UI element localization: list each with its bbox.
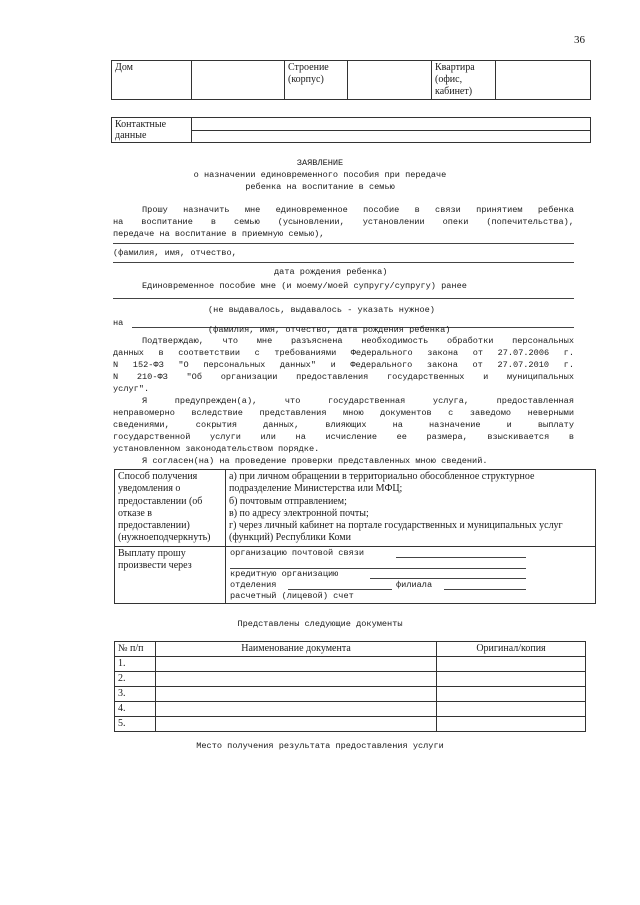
p4-line-5: установленном законодательством порядке. [113, 444, 320, 454]
notify-method-label: Способ получения уведомления о предоставлении (об отказе в предоставлении) (нужноеподчеркнуть) [115, 470, 226, 547]
payout-branch-label: отделения [230, 579, 277, 590]
row-name [156, 717, 437, 732]
p4-line-2: неправомерно вследствие представления мною документов с заведомо неверными [113, 408, 574, 418]
payout-bank-line [370, 578, 526, 579]
statement-subtitle-1: о назначении единовременного пособия при передаче [193, 170, 447, 180]
table-row [115, 717, 586, 732]
p1-line-1: Прошу назначить мне единовременное пособие в связи принятием ребенка [142, 205, 574, 215]
col-orig-header: Оригинал/копия [437, 642, 586, 657]
table-row [115, 702, 586, 717]
statement-subtitle-2: ребенка на воспитание в семью [245, 182, 395, 192]
payout-account-label: расчетный (лицевой) счет [230, 590, 354, 601]
result-place: Место получения результата предоставления услуги [196, 741, 444, 751]
payout-post-label: организацию почтовой связи [230, 547, 365, 558]
row-num: 1. [115, 657, 156, 672]
p3-line-3: N 152-ФЗ "О персональных данных" и Федерального закона от 27.07.2010 г. [113, 360, 574, 370]
na-label: на [113, 318, 124, 328]
notify-options [226, 470, 596, 547]
address-table [111, 60, 591, 100]
col-name-header: Наименование документа [156, 642, 437, 657]
page-number: 36 [574, 34, 585, 46]
p4-line-4: государственной услуги или на исчисление ее размера, взыскивается в [113, 432, 574, 442]
notify-option-b: б) почтовым отправлением; [229, 495, 347, 507]
birth-fill-line [113, 262, 574, 263]
p5-text: Я согласен(на) на проведение проверки представленных мною сведений. [142, 456, 488, 466]
building-label: Строение (корпус) [285, 61, 348, 100]
row-orig [437, 672, 586, 687]
row-num: 4. [115, 702, 156, 717]
row-orig [437, 657, 586, 672]
fio-caption: (фамилия, имя, отчество, [113, 248, 237, 258]
p1-line-3: передаче на воспитание в приемную семью), [113, 229, 325, 239]
notify-option-a: а) при личном обращении в территориально обособленное структурное подразделение Министерства или МФЦ; [229, 471, 535, 495]
row-name [156, 672, 437, 687]
row-name [156, 702, 437, 717]
row-name [156, 657, 437, 672]
table-row [115, 687, 586, 702]
docs-heading: Представлены следующие документы [237, 619, 403, 629]
payout-filial-label: филиала [396, 579, 433, 590]
row-orig [437, 717, 586, 732]
p4-line-3: сведениями, сокрытия данных, влияющих на назначение и выплату [113, 420, 574, 430]
house-value [192, 61, 285, 100]
notify-option-d: г) через личный кабинет на портале государственных и муниципальных услуг (функций) Республики Коми [229, 520, 563, 544]
payout-bank-label: кредитную организацию [230, 568, 339, 579]
notification-table [114, 469, 596, 604]
contacts-label: Контактные данные [112, 118, 192, 143]
building-value [348, 61, 432, 100]
payout-label: Выплату прошу произвести через [115, 546, 226, 603]
row-num: 2. [115, 672, 156, 687]
apartment-value [496, 61, 591, 100]
table-row [115, 657, 586, 672]
p3-line-1: Подтверждаю, что мне разъяснена необходимость обработки персональных [142, 336, 574, 346]
contacts-value-1 [192, 118, 591, 131]
p4-line-1: Я предупрежден(а), что государственная услуга, предоставленная [142, 396, 574, 406]
col-num-header: № п/п [115, 642, 156, 657]
statement-title: ЗАЯВЛЕНИЕ [296, 158, 344, 168]
contacts-table [111, 117, 591, 143]
documents-table [114, 641, 586, 732]
row-num: 5. [115, 717, 156, 732]
row-orig [437, 687, 586, 702]
payout-post-line [396, 557, 526, 558]
table-row [115, 672, 586, 687]
birth-caption: дата рождения ребенка) [274, 267, 388, 277]
house-label: Дом [112, 61, 192, 100]
row-orig [437, 702, 586, 717]
row-num: 3. [115, 687, 156, 702]
p1-line-2: на воспитание в семью (усыновлении, установлении опеки (попечительства), [113, 217, 574, 227]
fio-birth-caption: (фамилия, имя, отчество, дата рождения ребенка) [208, 325, 451, 335]
row-name [156, 687, 437, 702]
payout-filial-line [444, 589, 526, 590]
fio-fill-line [113, 243, 574, 244]
p3-line-4: N 210-ФЗ "Об организации предоставления государственных и муниципальных [113, 372, 574, 382]
p3-line-5: услуг". [113, 384, 150, 394]
paid-caption: (не выдавалось, выдавалось - указать нужное) [208, 305, 435, 315]
p2-text: Единовременное пособие мне (и моему/моей супругу/супругу) ранее [142, 281, 467, 291]
apartment-label: Квартира (офис, кабинет) [432, 61, 496, 100]
payout-fields [226, 546, 596, 603]
notify-option-c: в) по адресу электронной почты; [229, 507, 369, 519]
p3-line-2: данных в соответствии с требованиями Федерального закона от 27.07.2006 г. [113, 348, 574, 358]
paid-fill-line [113, 298, 574, 299]
contacts-value-2 [192, 130, 591, 143]
